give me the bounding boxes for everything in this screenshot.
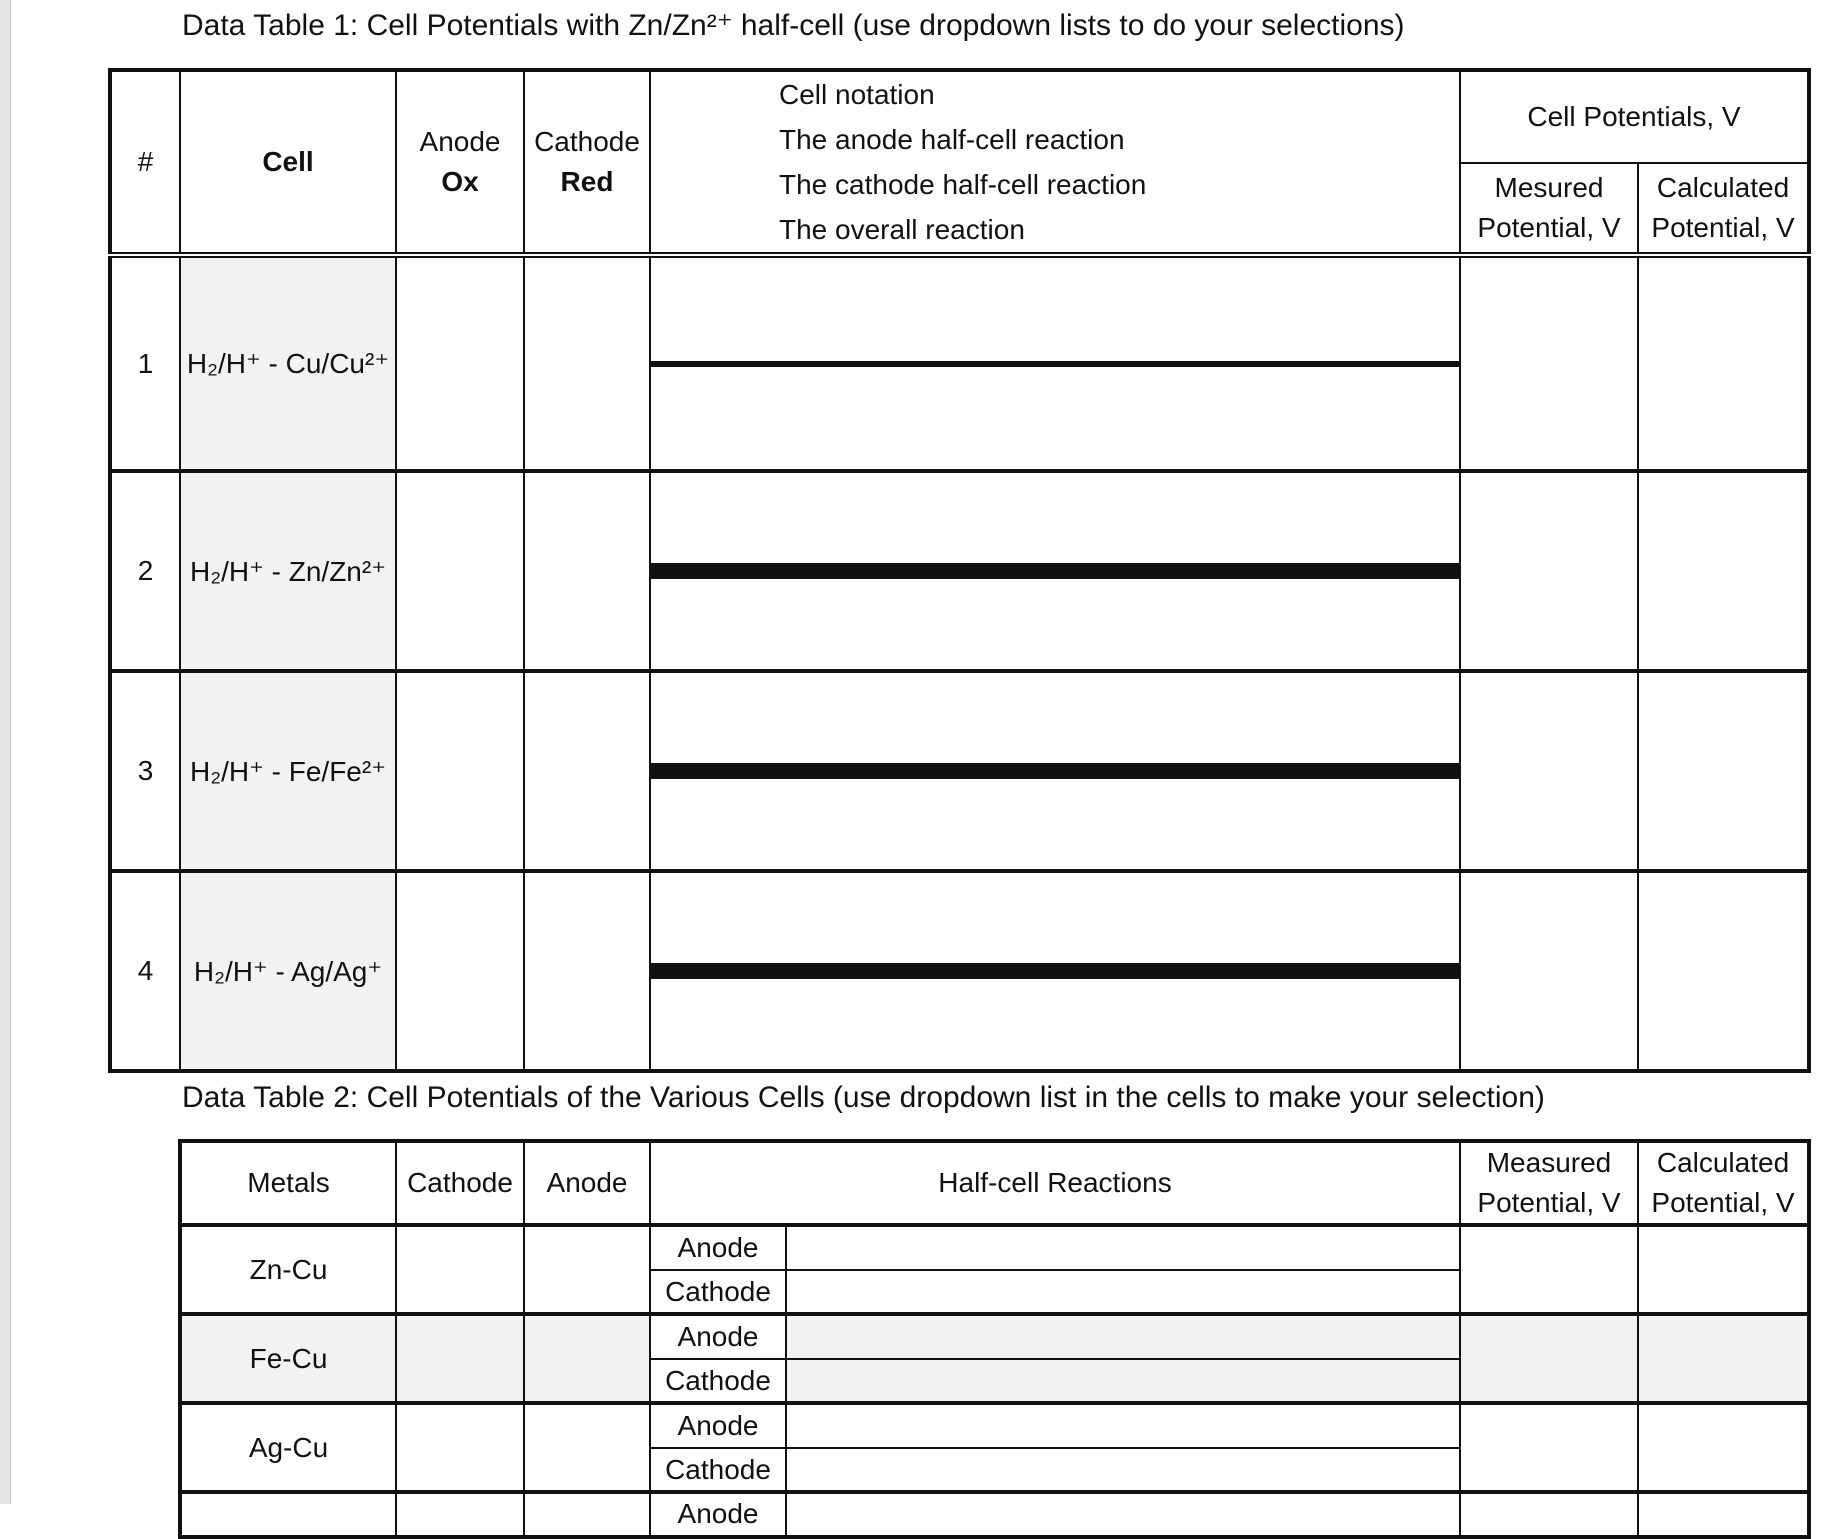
cathode-reaction-input[interactable] [786,1448,1460,1492]
window-left-edge [0,0,11,1504]
header-anode [396,70,524,255]
row-number: 2 [110,471,180,671]
header-cathode-red: Red [560,166,614,197]
header-measured-l1: Mesured [1494,171,1604,203]
header-cell: Cell [180,70,396,255]
anode-label: Anode [650,1225,786,1270]
header-notation [650,70,1460,255]
anode-label: Anode [650,1403,786,1448]
anode-label: Anode [650,1492,786,1537]
anode-select-cell[interactable] [524,1225,650,1314]
header-cathode [524,70,650,255]
row-cell-name: H₂/H⁺ - Zn/Zn²⁺ [180,471,396,671]
measured-potential-input[interactable] [1460,255,1638,471]
cathode-select-cell[interactable] [396,1225,524,1314]
row-cell-name: H₂/H⁺ - Ag/Ag⁺ [180,871,396,1071]
measured-potential-input[interactable] [1460,671,1638,871]
cathode-select-cell[interactable] [396,1403,524,1492]
data-table-1 [108,68,1811,1073]
measured-potential-input[interactable] [1460,1403,1638,1492]
header-number: # [110,70,180,255]
calculated-potential-input[interactable] [1638,1492,1809,1537]
measured-potential-input[interactable] [1460,471,1638,671]
measured-potential-input[interactable] [1460,1314,1638,1403]
anode-select-cell[interactable] [524,1314,650,1403]
header-measured-l2: Potential, V [1477,1187,1621,1218]
header-cell-potentials: Cell Potentials, V [1460,70,1809,163]
table2-title: Data Table 2: Cell Potentials of the Various Cells (use dropdown list in the cells to make your selection) [182,1081,1545,1114]
header-calculated [1638,1141,1809,1225]
anode-reaction-input[interactable] [786,1492,1460,1537]
header-measured-l1: Measured [1486,1147,1612,1178]
cathode-select-cell[interactable] [524,671,650,871]
calculated-potential-input[interactable] [1638,671,1809,871]
anode-select-cell[interactable] [396,671,524,871]
notation-subtable [651,763,1459,779]
header-measured [1460,1141,1638,1225]
notation-cell [650,871,1460,1071]
overall-reaction-input[interactable] [651,977,1459,979]
cathode-reaction-input[interactable] [786,1270,1460,1314]
metals-cell: Zn-Cu [180,1225,396,1314]
header-anode: Anode [524,1141,650,1225]
metals-cell [180,1492,396,1537]
header-calculated-l1: Calculated [1656,171,1790,203]
overall-reaction-input[interactable] [651,577,1459,579]
calculated-potential-input[interactable] [1638,871,1809,1071]
anode-select-cell[interactable] [396,471,524,671]
cathode-select-cell[interactable] [396,1492,524,1537]
header-notation-line: The anode half-cell reaction [779,124,1125,155]
row-number: 4 [110,871,180,1071]
notation-cell [650,471,1460,671]
header-calculated [1638,163,1809,256]
measured-potential-input[interactable] [1460,1225,1638,1314]
header-anode-ox: Ox [441,166,479,197]
cathode-label: Cathode [650,1270,786,1314]
anode-select-cell[interactable] [524,1492,650,1537]
cathode-select-cell[interactable] [524,255,650,471]
anode-reaction-input[interactable] [786,1403,1460,1448]
header-calculated-l2: Potential, V [1651,211,1795,243]
metals-cell: Fe-Cu [180,1314,396,1403]
header-metals: Metals [180,1141,396,1225]
notation-subtable [651,563,1459,579]
measured-potential-input[interactable] [1460,871,1638,1071]
calculated-potential-input[interactable] [1638,1225,1809,1314]
cathode-select-cell[interactable] [524,471,650,671]
anode-reaction-input[interactable] [786,1225,1460,1270]
notation-subtable [651,963,1459,979]
header-measured-l2: Potential, V [1477,211,1621,243]
cathode-select-cell[interactable] [524,871,650,1071]
header-cathode-label: Cathode [534,126,640,157]
anode-label: Anode [650,1314,786,1359]
cathode-reaction-input[interactable] [786,1359,1460,1403]
cathode-select-cell[interactable] [396,1314,524,1403]
header-half-cell-reactions: Half-cell Reactions [650,1141,1460,1225]
header-anode-label: Anode [419,126,501,157]
calculated-potential-input[interactable] [1638,255,1809,471]
notation-cell [650,255,1460,471]
header-cathode: Cathode [396,1141,524,1225]
overall-reaction-input[interactable] [651,777,1459,779]
header-notation-line: The overall reaction [779,214,1025,245]
notation-subtable [651,361,1459,367]
row-number: 1 [110,255,180,471]
calculated-potential-input[interactable] [1638,471,1809,671]
header-notation-line: Cell notation [779,79,935,110]
header-calculated-l1: Calculated [1656,1147,1790,1178]
notation-cell [650,671,1460,871]
cathode-label: Cathode [650,1359,786,1403]
anode-select-cell[interactable] [396,255,524,471]
anode-select-cell[interactable] [396,871,524,1071]
calculated-potential-input[interactable] [1638,1403,1809,1492]
row-number: 3 [110,671,180,871]
row-cell-name: H₂/H⁺ - Fe/Fe²⁺ [180,671,396,871]
measured-potential-input[interactable] [1460,1492,1638,1537]
header-calculated-l2: Potential, V [1651,1187,1795,1218]
table1-title: Data Table 1: Cell Potentials with Zn/Zn²⁺ half-cell (use dropdown lists to do your selections) [182,9,1405,42]
header-notation-line: The cathode half-cell reaction [779,169,1147,200]
calculated-potential-input[interactable] [1638,1314,1809,1403]
cathode-label: Cathode [650,1448,786,1492]
header-measured [1460,163,1638,256]
metals-cell: Ag-Cu [180,1403,396,1492]
overall-reaction-input[interactable] [651,366,1459,367]
data-table-2 [178,1139,1811,1539]
row-cell-name: H₂/H⁺ - Cu/Cu²⁺ [180,255,396,471]
anode-select-cell[interactable] [524,1403,650,1492]
anode-reaction-input[interactable] [786,1314,1460,1359]
